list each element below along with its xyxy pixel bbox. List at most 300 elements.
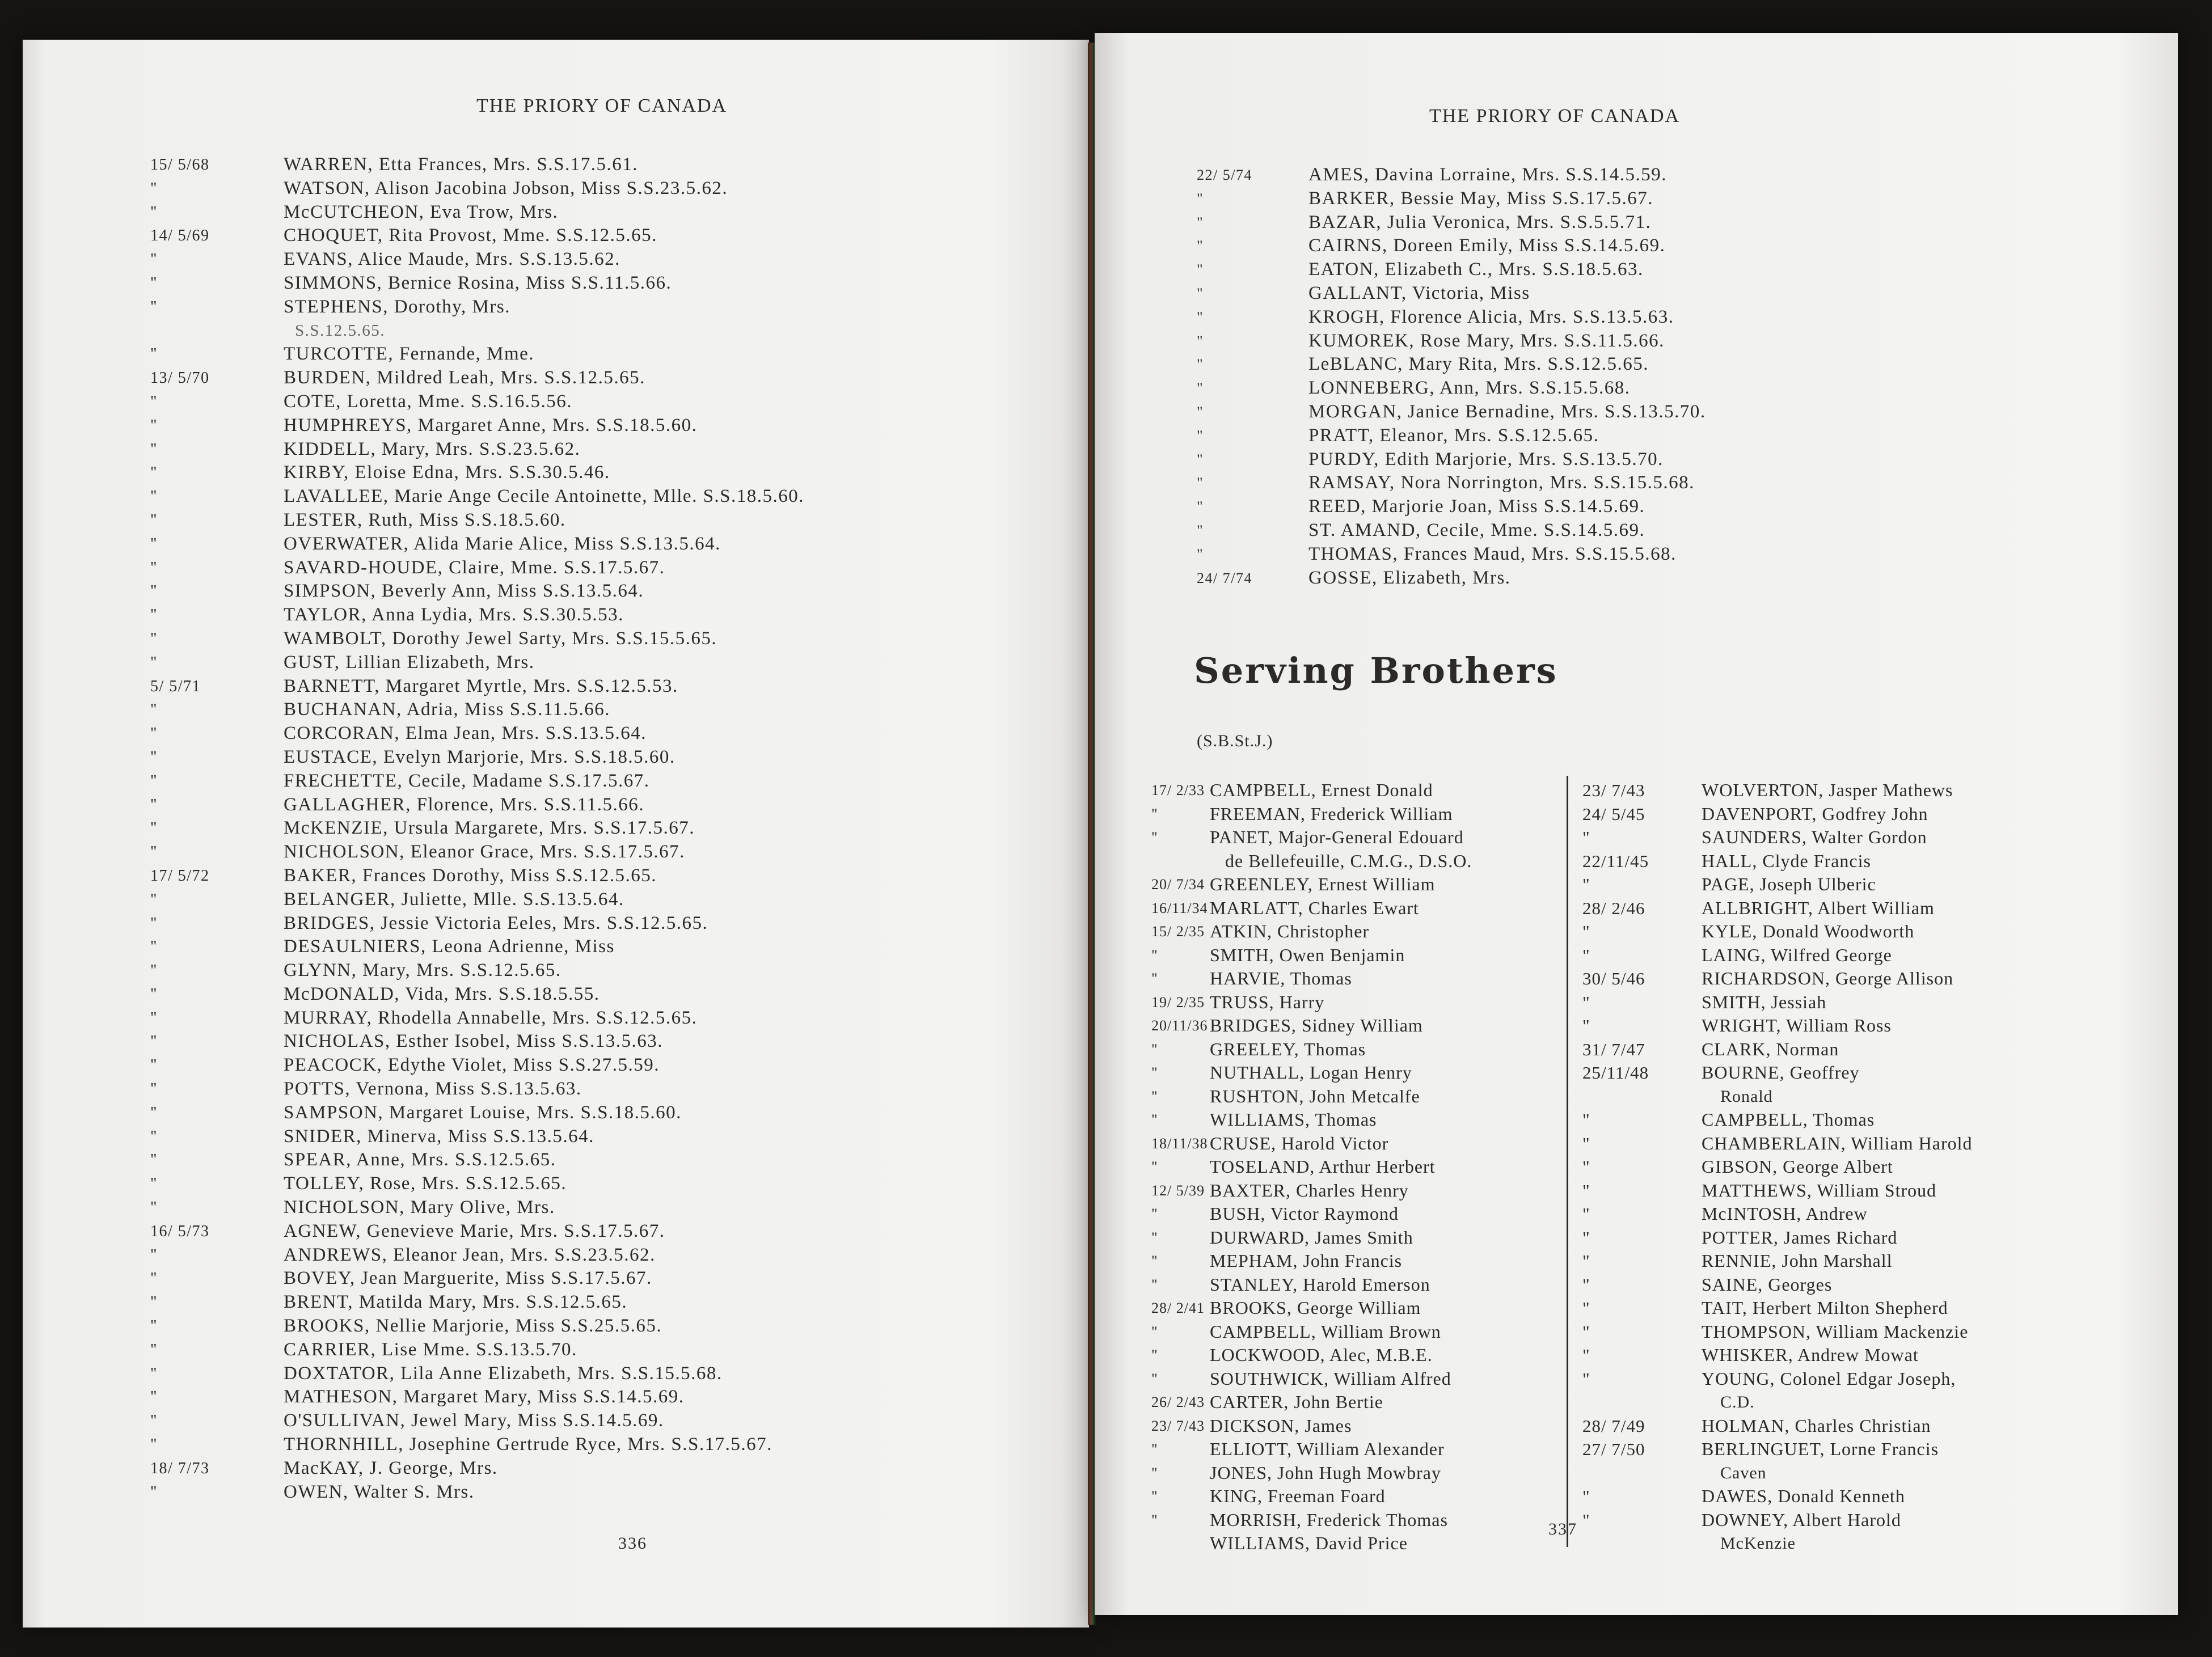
entry-name: PAGE, Joseph Ulberic: [1702, 874, 1876, 894]
entry-date: ": [1582, 1321, 1590, 1342]
entry-date: ": [150, 1175, 158, 1193]
entry-name: MARLATT, Charles Ewart: [1210, 897, 1419, 918]
entry-date: ": [150, 582, 158, 601]
entry-date: ": [1151, 946, 1158, 963]
entry-date: ": [1582, 922, 1590, 941]
list-item: [1197, 187, 2150, 211]
entry-name: GUST, Lillian Elizabeth, Mrs.: [284, 652, 535, 673]
entry-name: LAING, Wilfred George: [1702, 944, 1892, 965]
entry-date: ": [1151, 1464, 1158, 1481]
entry-name: BROOKS, Nellie Marjorie, Miss S.S.25.5.65.: [284, 1316, 662, 1337]
list-item: [1582, 1085, 2150, 1109]
entry-date: ": [1582, 874, 1590, 894]
entry-name: GLYNN, Mary, Mrs. S.S.12.5.65.: [284, 960, 562, 981]
entry-name: FRECHETTE, Cecile, Madame S.S.17.5.67.: [284, 770, 650, 791]
entry-date: 17/ 5/72: [150, 866, 210, 885]
entry-name: SMITH, Jessiah: [1702, 991, 1827, 1012]
entry-date: ": [1197, 546, 1204, 563]
list-item: [1582, 1438, 2150, 1461]
entry-name: Ronald: [1720, 1087, 1773, 1106]
entry-date: ": [1582, 1274, 1590, 1295]
entry-date: 15/ 5/68: [150, 156, 210, 174]
entry-name: GOSSE, Elizabeth, Mrs.: [1308, 567, 1511, 588]
entry-date: ": [1582, 1251, 1590, 1271]
list-item: [1151, 1085, 1560, 1109]
entry-name: TOSELAND, Arthur Herbert: [1210, 1156, 1436, 1177]
list-item: [150, 248, 1069, 272]
entry-name: HUMPHREYS, Margaret Anne, Mrs. S.S.18.5.60.: [284, 415, 698, 436]
entry-date: ": [150, 440, 158, 458]
entry-name: OWEN, Walter S. Mrs.: [284, 1481, 475, 1502]
entry-name: GIBSON, George Albert: [1702, 1156, 1893, 1177]
list-item: [1197, 567, 2150, 590]
list-item: [150, 366, 1069, 390]
list-item: [1582, 1179, 2150, 1203]
entry-name: AMES, Davina Lorraine, Mrs. S.S.14.5.59.: [1308, 164, 1667, 185]
entry-date: ": [1151, 970, 1158, 987]
entry-name: SAVARD-HOUDE, Claire, Mme. S.S.17.5.67.: [284, 557, 665, 578]
entry-date: ": [1151, 1088, 1158, 1105]
list-item: [1582, 1132, 2150, 1156]
entry-name: PRATT, Eleanor, Mrs. S.S.12.5.65.: [1308, 425, 1599, 446]
entry-date: 31/ 7/47: [1582, 1039, 1645, 1059]
entry-date: 30/ 5/46: [1582, 969, 1645, 988]
entry-name: MATHESON, Margaret Mary, Miss S.S.14.5.69.: [284, 1387, 685, 1407]
entry-date: 24/ 5/45: [1582, 804, 1645, 824]
entry-name: ELLIOTT, William Alexander: [1210, 1439, 1445, 1459]
right-page: [1095, 33, 2178, 1615]
entry-name: BAZAR, Julia Veronica, Mrs. S.S.5.5.71.: [1308, 212, 1652, 233]
entry-name: FREEMAN, Frederick William: [1210, 803, 1453, 824]
list-item: [150, 770, 1069, 793]
entry-date: ": [150, 1412, 158, 1430]
entry-date: ": [1197, 356, 1204, 373]
entry-date: ": [1151, 829, 1158, 846]
entry-date: ": [150, 653, 158, 671]
entry-date: ": [1582, 1368, 1590, 1389]
entry-date: ": [150, 629, 158, 648]
list-item: [1151, 1061, 1560, 1085]
list-item: [150, 1244, 1069, 1267]
list-item: [1151, 1249, 1560, 1273]
entry-date: ": [1197, 475, 1204, 492]
list-item: [1582, 1532, 2150, 1555]
entry-name: RENNIE, John Marshall: [1702, 1250, 1893, 1271]
page-header: THE PRIORY OF CANADA: [1429, 105, 1681, 126]
entry-date: ": [1582, 1204, 1590, 1224]
list-item: [150, 603, 1069, 627]
entry-name: NICHOLAS, Esther Isobel, Miss S.S.13.5.63.: [284, 1031, 663, 1052]
entry-date: ": [150, 251, 158, 269]
entry-date: ": [1582, 992, 1590, 1012]
entry-name: CORCORAN, Elma Jean, Mrs. S.S.13.5.64.: [284, 723, 647, 744]
entry-name: McDONALD, Vida, Mrs. S.S.18.5.55.: [284, 983, 600, 1004]
entry-date: 15/ 2/35: [1151, 923, 1205, 940]
entry-date: ": [1582, 1227, 1590, 1248]
entry-date: 25/11/48: [1582, 1063, 1649, 1083]
entry-name: DICKSON, James: [1210, 1415, 1352, 1436]
entry-date: ": [150, 962, 158, 980]
list-item: [1582, 826, 2150, 849]
entry-name: SOUTHWICK, William Alfred: [1210, 1368, 1451, 1389]
entry-date: ": [1197, 427, 1204, 444]
list-item: [150, 295, 1069, 319]
entry-name: KING, Freeman Foard: [1210, 1486, 1386, 1506]
entry-name: MATTHEWS, William Stroud: [1702, 1180, 1937, 1201]
list-item: [1197, 282, 2150, 306]
list-item: [1151, 1296, 1560, 1320]
list-item: [150, 509, 1069, 532]
list-item: [1151, 1508, 1560, 1532]
entry-date: ": [1197, 498, 1204, 515]
entry-date: ": [150, 392, 158, 411]
list-item: [150, 959, 1069, 983]
entry-date: ": [1197, 308, 1204, 326]
entry-name: LONNEBERG, Ann, Mrs. S.S.15.5.68.: [1308, 378, 1631, 399]
entry-name: CLARK, Norman: [1702, 1038, 1839, 1059]
list-item: [150, 675, 1069, 699]
entry-date: ": [150, 464, 158, 482]
entry-date: ": [1582, 1486, 1590, 1506]
list-item: [150, 1433, 1069, 1457]
entry-date: ": [150, 1341, 158, 1359]
member-list: [1197, 163, 2150, 590]
entry-date: ": [1151, 1229, 1158, 1246]
entry-name: RICHARDSON, George Allison: [1702, 968, 1954, 988]
entry-name: BRIDGES, Sidney William: [1210, 1015, 1423, 1035]
entry-date: ": [150, 274, 158, 292]
entry-date: ": [150, 416, 158, 434]
entry-name: Caven: [1720, 1463, 1767, 1482]
entry-date: ": [150, 606, 158, 624]
entry-date: ": [1151, 1323, 1158, 1340]
list-item: [150, 1196, 1069, 1220]
entry-name: CAMPBELL, William Brown: [1210, 1321, 1441, 1342]
entry-date: ": [150, 345, 158, 363]
entry-name: CHOQUET, Rita Provost, Mme. S.S.12.5.65.: [284, 225, 657, 246]
entry-date: ": [1197, 261, 1204, 278]
entry-date: ": [1151, 1111, 1158, 1128]
entry-name: TOLLEY, Rose, Mrs. S.S.12.5.65.: [284, 1173, 567, 1194]
entry-date: ": [150, 298, 158, 316]
entry-name: AGNEW, Genevieve Marie, Mrs. S.S.17.5.67.: [284, 1220, 665, 1241]
entry-name: MORGAN, Janice Bernadine, Mrs. S.S.13.5.70.: [1308, 401, 1706, 422]
list-item: [150, 1172, 1069, 1196]
entry-date: ": [150, 819, 158, 838]
entry-name: KROGH, Florence Alicia, Mrs. S.S.13.5.63.: [1308, 306, 1674, 327]
entry-date: ": [1151, 1276, 1158, 1293]
entry-name: STEPHENS, Dorothy, Mrs.: [284, 296, 510, 317]
entry-name: BARNETT, Margaret Myrtle, Mrs. S.S.12.5.53.: [284, 675, 678, 696]
list-item: [1151, 1414, 1560, 1438]
entry-name: TAIT, Herbert Milton Shepherd: [1702, 1297, 1948, 1318]
entry-date: ": [1197, 190, 1204, 207]
entry-name: DAWES, Donald Kenneth: [1702, 1486, 1905, 1506]
list-item: [1582, 873, 2150, 897]
entry-name: EUSTACE, Evelyn Marjorie, Mrs. S.S.18.5.60.: [284, 746, 676, 767]
list-item: [1151, 967, 1560, 991]
entry-date: ": [1151, 1206, 1158, 1222]
list-item: [150, 414, 1069, 438]
entry-date: ": [1197, 238, 1204, 255]
list-item: [1582, 1038, 2150, 1062]
entry-date: ": [1151, 1488, 1158, 1504]
list-item: [1151, 1485, 1560, 1508]
entry-name: WRIGHT, William Ross: [1702, 1015, 1892, 1035]
section-title: Serving Brothers: [1194, 650, 1558, 691]
list-item: [1151, 1108, 1560, 1132]
entry-name: NICHOLSON, Mary Olive, Mrs.: [284, 1197, 555, 1218]
entry-date: ": [1197, 380, 1204, 397]
list-item: [1197, 234, 2150, 258]
entry-date: ": [1197, 214, 1204, 231]
list-item: [1582, 1343, 2150, 1367]
entry-name: PURDY, Edith Marjorie, Mrs. S.S.13.5.70.: [1308, 449, 1664, 470]
list-item: [1197, 424, 2150, 448]
entry-date: ": [150, 796, 158, 814]
entry-date: ": [150, 890, 158, 908]
list-item: [1582, 967, 2150, 991]
list-item: [1197, 519, 2150, 543]
entry-name: DAVENPORT, Godfrey John: [1702, 803, 1928, 824]
entry-date: ": [150, 748, 158, 766]
entry-name: JONES, John Hugh Mowbray: [1210, 1462, 1441, 1483]
entry-date: 5/ 5/71: [150, 677, 201, 695]
entry-name: CAMPBELL, Ernest Donald: [1210, 780, 1433, 800]
entry-date: ": [150, 1056, 158, 1075]
entry-name: CARRIER, Lise Mme. S.S.13.5.70.: [284, 1339, 577, 1360]
entry-date: ": [150, 725, 158, 743]
entry-date: 22/11/45: [1582, 851, 1649, 871]
list-item: [1197, 377, 2150, 400]
list-item: [1582, 1226, 2150, 1250]
entry-date: ": [1582, 1157, 1590, 1177]
entry-name: KYLE, Donald Woodworth: [1702, 921, 1915, 941]
entry-date: 17/ 2/33: [1151, 782, 1205, 798]
entry-name: OVERWATER, Alida Marie Alice, Miss S.S.13.5.64.: [284, 533, 721, 554]
entry-name: ANDREWS, Eleanor Jean, Mrs. S.S.23.5.62.: [284, 1244, 656, 1265]
list-item: [150, 935, 1069, 959]
entry-name: HALL, Clyde Francis: [1702, 850, 1871, 871]
list-item: [150, 1457, 1069, 1481]
entry-date: ": [150, 488, 158, 506]
list-item: [1582, 991, 2150, 1015]
entry-name: DOXTATOR, Lila Anne Elizabeth, Mrs. S.S.15.5.68.: [284, 1363, 723, 1384]
entry-name: NUTHALL, Logan Henry: [1210, 1062, 1412, 1083]
entry-date: ": [150, 1199, 158, 1217]
entry-name: EATON, Elizabeth C., Mrs. S.S.18.5.63.: [1308, 259, 1644, 280]
entry-date: ": [1197, 403, 1204, 420]
list-item: [1151, 1438, 1560, 1461]
entry-date: ": [150, 1294, 158, 1312]
entry-date: ": [1197, 451, 1204, 468]
list-item: [150, 888, 1069, 912]
list-item: [1582, 920, 2150, 944]
list-item: [1151, 779, 1560, 802]
entry-date: 24/ 7/74: [1197, 569, 1252, 586]
list-item: [1151, 849, 1560, 873]
entry-date: ": [150, 1483, 158, 1501]
section-subtitle: (S.B.St.J.): [1197, 732, 1273, 750]
entry-date: ": [1151, 1064, 1158, 1081]
entry-date: 23/ 7/43: [1151, 1417, 1205, 1434]
list-item: [1151, 826, 1560, 849]
list-item: [150, 817, 1069, 840]
entry-name: S.S.12.5.65.: [295, 321, 386, 340]
entry-name: SAINE, Georges: [1702, 1274, 1833, 1295]
list-item: [150, 1101, 1069, 1125]
entry-name: McKenzie: [1720, 1534, 1796, 1553]
list-item: [150, 1362, 1069, 1386]
list-item: [150, 319, 1069, 343]
entry-name: McCUTCHEON, Eva Trow, Mrs.: [284, 201, 559, 222]
entry-name: ST. AMAND, Cecile, Mme. S.S.14.5.69.: [1308, 519, 1645, 540]
entry-date: ": [150, 203, 158, 221]
list-item: [1197, 448, 2150, 472]
entry-name: MacKAY, J. George, Mrs.: [284, 1457, 498, 1478]
entry-date: 18/11/38: [1151, 1135, 1208, 1152]
entry-date: ": [150, 1080, 158, 1098]
entry-date: ": [150, 1388, 158, 1406]
entry-date: ": [1582, 827, 1590, 847]
list-item: [1582, 1014, 2150, 1038]
entry-date: ": [1582, 1345, 1590, 1365]
list-item: [1582, 1461, 2150, 1485]
entry-name: REED, Marjorie Joan, Miss S.S.14.5.69.: [1308, 496, 1645, 517]
entry-date: ": [150, 1436, 158, 1454]
entry-name: POTTER, James Richard: [1702, 1227, 1898, 1248]
list-item: [1151, 1343, 1560, 1367]
entry-date: ": [1197, 522, 1204, 539]
entry-date: ": [1582, 1110, 1590, 1130]
list-item: [1151, 1155, 1560, 1179]
entry-name: SNIDER, Minerva, Miss S.S.13.5.64.: [284, 1126, 594, 1147]
list-item: [1582, 1108, 2150, 1132]
entry-name: ATKIN, Christopher: [1210, 921, 1370, 941]
list-item: [1151, 1202, 1560, 1226]
entry-name: PANET, Major-General Edouard: [1210, 827, 1464, 847]
list-item: [150, 1385, 1069, 1409]
entry-date: ": [150, 701, 158, 719]
list-item: [1582, 1296, 2150, 1320]
list-item: [1582, 1414, 2150, 1438]
entry-name: BURDEN, Mildred Leah, Mrs. S.S.12.5.65.: [284, 367, 645, 388]
list-item: [1197, 495, 2150, 519]
list-item: [1197, 329, 2150, 353]
entry-date: 22/ 5/74: [1197, 167, 1252, 183]
entry-name: THORNHILL, Josephine Gertrude Ryce, Mrs. S.S.17.5.67.: [284, 1434, 772, 1455]
entry-name: TAYLOR, Anna Lydia, Mrs. S.S.30.5.53.: [284, 605, 624, 625]
list-item: [1197, 258, 2150, 282]
list-item: [1582, 779, 2150, 802]
entry-date: ": [1582, 1180, 1590, 1201]
entry-date: 28/ 2/41: [1151, 1300, 1205, 1316]
entry-date: ": [1151, 1159, 1158, 1175]
list-item: [1197, 211, 2150, 235]
entry-name: KIDDELL, Mary, Mrs. S.S.23.5.62.: [284, 438, 581, 459]
entry-name: WATSON, Alison Jacobina Jobson, Miss S.S.23.5.62.: [284, 177, 728, 198]
entry-name: SAUNDERS, Walter Gordon: [1702, 827, 1927, 847]
entry-name: McINTOSH, Andrew: [1702, 1203, 1868, 1224]
list-item: [1151, 1179, 1560, 1203]
entry-name: LESTER, Ruth, Miss S.S.18.5.60.: [284, 509, 566, 530]
entry-date: ": [150, 1009, 158, 1027]
serving-brothers-list-right: [1582, 779, 2150, 1555]
list-item: [150, 1314, 1069, 1338]
entry-name: WHISKER, Andrew Mowat: [1702, 1345, 1919, 1365]
entry-date: ": [150, 843, 158, 861]
entry-date: ": [150, 511, 158, 529]
entry-date: ": [150, 985, 158, 1003]
page-header: THE PRIORY OF CANADA: [476, 95, 728, 116]
list-item: [150, 912, 1069, 936]
entry-name: LAVALLEE, Marie Ange Cecile Antoinette, Mlle. S.S.18.5.60.: [284, 486, 805, 507]
entry-date: ": [1151, 805, 1158, 822]
entry-name: MEPHAM, John Francis: [1210, 1250, 1403, 1271]
list-item: [1151, 897, 1560, 920]
entry-name: C.D.: [1720, 1393, 1755, 1411]
entry-name: TURCOTTE, Fernande, Mme.: [284, 344, 535, 365]
entry-name: STANLEY, Harold Emerson: [1210, 1274, 1430, 1295]
entry-name: WARREN, Etta Frances, Mrs. S.S.17.5.61.: [284, 154, 638, 175]
entry-name: COTE, Loretta, Mme. S.S.16.5.56.: [284, 391, 573, 412]
entry-name: CRUSE, Harold Victor: [1210, 1132, 1389, 1153]
entry-name: DESAULNIERS, Leona Adrienne, Miss: [284, 936, 615, 957]
entry-name: O'SULLIVAN, Jewel Mary, Miss S.S.14.5.69.: [284, 1410, 664, 1431]
list-item: [150, 1409, 1069, 1433]
entry-date: ": [150, 179, 158, 197]
entry-name: BERLINGUET, Lorne Francis: [1702, 1439, 1939, 1459]
list-item: [150, 153, 1069, 177]
entry-name: McKENZIE, Ursula Margarete, Mrs. S.S.17.5.67.: [284, 818, 695, 839]
list-item: [150, 580, 1069, 603]
entry-date: 18/ 7/73: [150, 1459, 210, 1477]
list-item: [1582, 1273, 2150, 1297]
entry-name: YOUNG, Colonel Edgar Joseph,: [1702, 1368, 1956, 1389]
entry-date: ": [1582, 1133, 1590, 1153]
list-item: [150, 1054, 1069, 1077]
list-item: [1582, 1249, 2150, 1273]
list-item: [150, 438, 1069, 462]
entry-name: CAIRNS, Doreen Emily, Miss S.S.14.5.69.: [1308, 235, 1666, 256]
list-item: [1151, 1132, 1560, 1156]
left-page: [23, 40, 1089, 1628]
list-item: [150, 746, 1069, 770]
list-item: [150, 1125, 1069, 1149]
list-item: [1582, 849, 2150, 873]
list-item: [1582, 802, 2150, 826]
list-item: [150, 1007, 1069, 1030]
entry-date: ": [150, 1246, 158, 1264]
list-item: [150, 1077, 1069, 1101]
entry-date: ": [1197, 332, 1204, 349]
list-item: [1582, 1155, 2150, 1179]
entry-name: PEACOCK, Edythe Violet, Miss S.S.27.5.59.: [284, 1055, 660, 1076]
list-item: [150, 201, 1069, 225]
list-item: [1582, 944, 2150, 967]
entry-date: ": [1151, 1253, 1158, 1269]
entry-name: GALLAGHER, Florence, Mrs. S.S.11.5.66.: [284, 794, 644, 815]
list-item: [150, 793, 1069, 817]
list-item: [1151, 873, 1560, 897]
list-item: [1151, 1461, 1560, 1485]
entry-date: 20/ 7/34: [1151, 876, 1205, 893]
entry-name: BOURNE, Geoffrey: [1702, 1062, 1860, 1083]
entry-date: ": [1151, 1370, 1158, 1387]
entry-name: GALLANT, Victoria, Miss: [1308, 282, 1530, 303]
entry-date: ": [150, 1151, 158, 1169]
page-number: 336: [618, 1534, 647, 1553]
